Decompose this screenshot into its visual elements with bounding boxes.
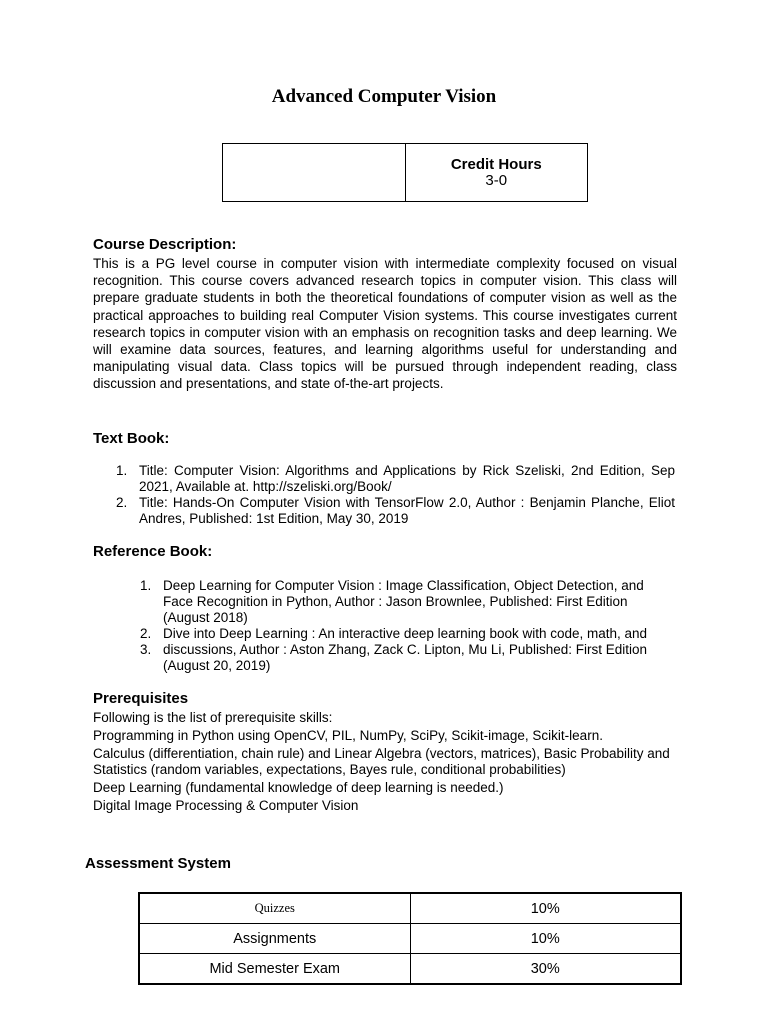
assessment-item: Quizzes bbox=[139, 893, 410, 924]
prerequisite-line: Programming in Python using OpenCV, PIL, NumPy, SciPy, Scikit-image, Scikit-learn. bbox=[93, 728, 603, 743]
prerequisite-line: Digital Image Processing & Computer Vision bbox=[93, 798, 359, 813]
table-row bbox=[139, 924, 681, 954]
list-item-number: 1. bbox=[140, 578, 152, 593]
credit-cell bbox=[405, 144, 588, 202]
text-book-list bbox=[116, 463, 675, 527]
list-item-number: 2. bbox=[116, 495, 128, 510]
list-item-number: 2. bbox=[140, 626, 152, 641]
assessment-weight: 10% bbox=[410, 924, 681, 954]
assessment-item: Assignments bbox=[139, 924, 410, 954]
assessment-table bbox=[138, 892, 682, 985]
list-item bbox=[116, 495, 675, 527]
assessment-weight: 10% bbox=[410, 893, 681, 924]
assessment-item: Mid Semester Exam bbox=[139, 954, 410, 985]
credit-hours-table bbox=[222, 143, 588, 202]
list-item bbox=[116, 463, 675, 495]
list-item-text: Title: Hands-On Computer Vision with TensorFlow 2.0, Author : Benjamin Planche, Eliot Andres, Published: 1st Edition, May 30, 2019 bbox=[139, 495, 675, 526]
list-item bbox=[140, 642, 675, 674]
credit-hours-label: Credit Hours bbox=[450, 155, 542, 173]
list-item-number: 1. bbox=[116, 463, 128, 478]
prerequisite-line: Following is the list of prerequisite skills: bbox=[93, 710, 333, 725]
credit-hours-value: 3-0 bbox=[485, 171, 508, 189]
reference-book-heading: Reference Book: bbox=[93, 543, 213, 560]
list-item-number: 3. bbox=[140, 642, 152, 657]
list-item-text: Title: Computer Vision: Algorithms and Applications by Rick Szeliski, 2nd Edition, Sep 2021, Available at. http://szeliski.org/Book/ bbox=[139, 463, 675, 494]
prerequisite-line: Deep Learning (fundamental knowledge of deep learning is needed.) bbox=[93, 780, 504, 795]
list-item-text: discussions, Author : Aston Zhang, Zack C. Lipton, Mu Li, Published: First Edition (August 20, 2019) bbox=[163, 642, 647, 673]
prerequisite-line: Calculus (differentiation, chain rule) and Linear Algebra (vectors, matrices), Basic Probability and Statistics (random variables, expectations, Bayes rule, conditional probabilities) bbox=[93, 746, 670, 777]
table-row bbox=[139, 954, 681, 985]
list-item-text: Deep Learning for Computer Vision : Image Classification, Object Detection, and Face Recognition in Python, Author : Jason Brownlee, Published: First Edition (August 2018) bbox=[163, 578, 644, 625]
prerequisites-list bbox=[93, 710, 693, 816]
course-description-text: This is a PG level course in computer vision with intermediate complexity focused on visual recognition. This course covers advanced research topics in computer vision. This class will prepare graduate students in both the theoretical foundations of computer vision as well as the practical approaches to building real Computer Vision systems. This course investigates current research topics in computer vision with an emphasis on recognition tasks and deep learning. We will examine data sources, features, and learning algorithms useful for understanding and manipulating visual data. Class topics will be pursued through independent reading, class discussion and presentations, and state of-the-art projects. bbox=[93, 256, 677, 392]
reference-book-list bbox=[140, 578, 675, 674]
text-book-heading: Text Book: bbox=[93, 430, 170, 447]
assessment-weight: 30% bbox=[410, 954, 681, 985]
list-item-text: Dive into Deep Learning : An interactive deep learning book with code, math, and bbox=[163, 626, 648, 641]
page-title: Advanced Computer Vision bbox=[271, 86, 497, 107]
list-item bbox=[140, 578, 675, 626]
assessment-heading: Assessment System bbox=[85, 855, 231, 872]
prerequisites-heading: Prerequisites bbox=[93, 690, 189, 707]
credit-empty-cell bbox=[223, 144, 406, 202]
list-item bbox=[140, 626, 675, 642]
course-description-heading: Course Description: bbox=[93, 236, 237, 253]
table-row bbox=[139, 893, 681, 924]
